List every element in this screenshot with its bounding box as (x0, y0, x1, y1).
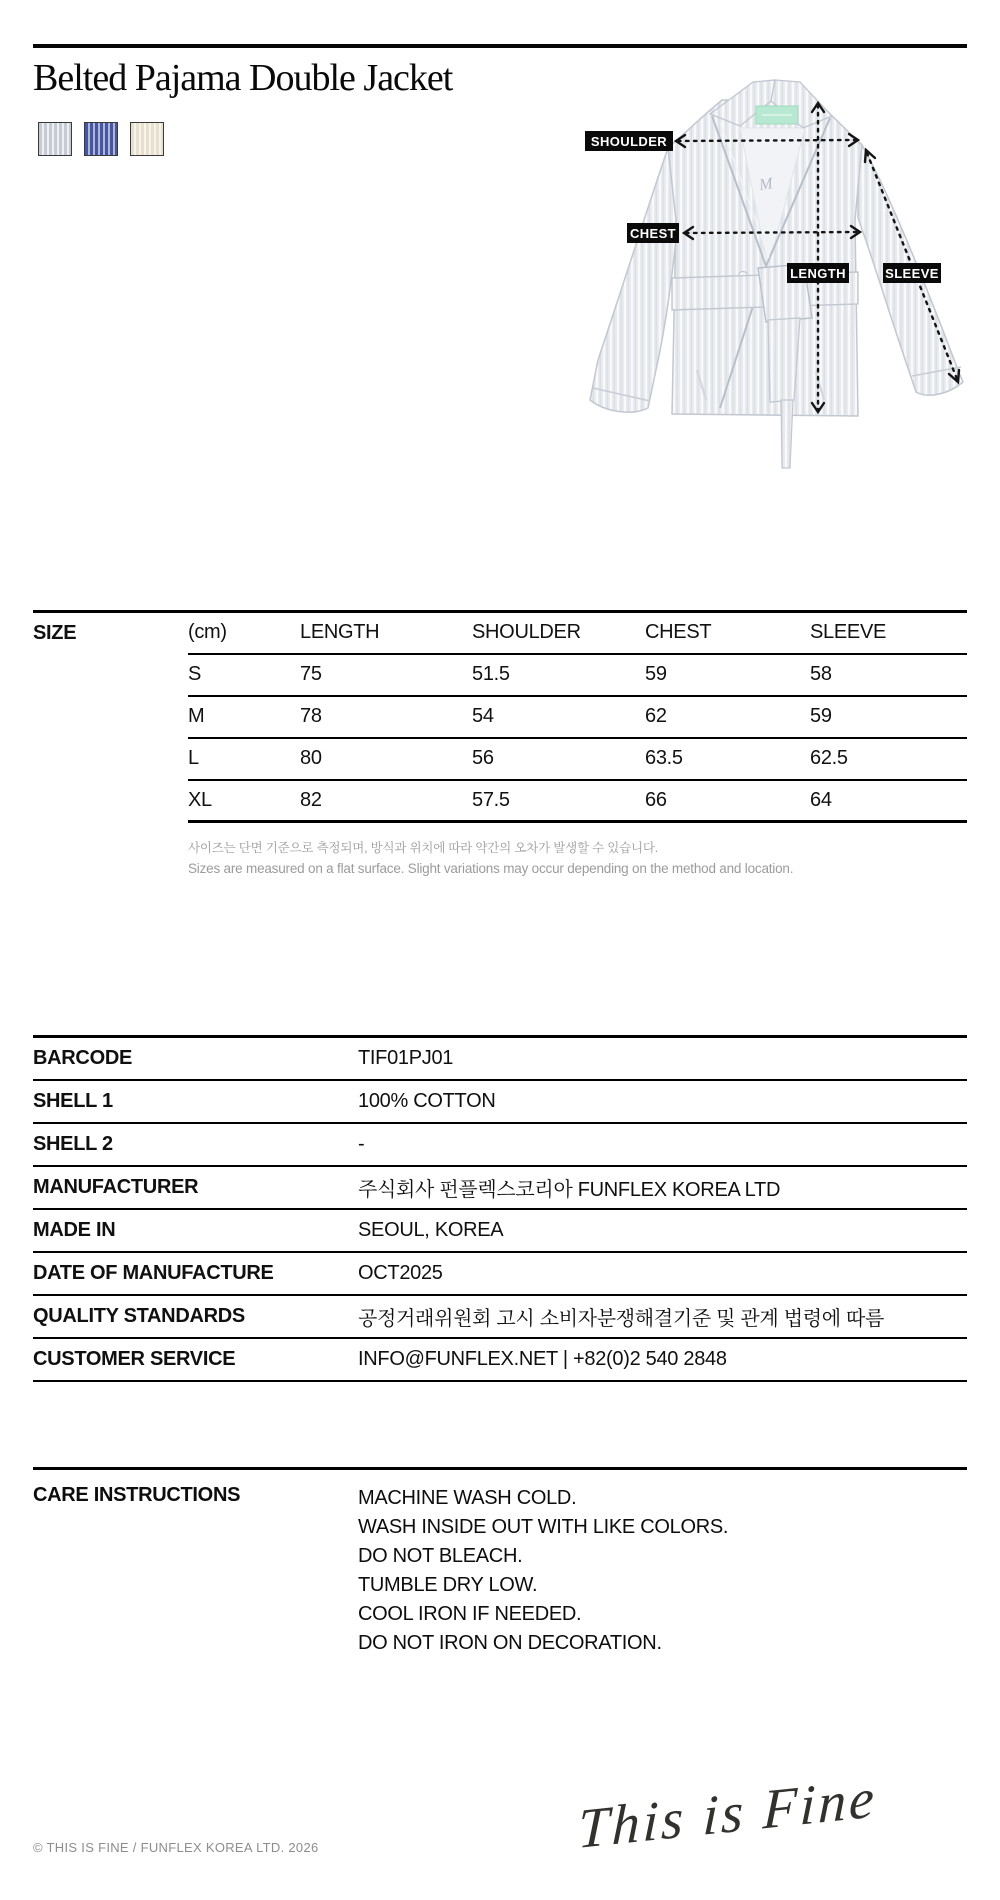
size-unit: (cm) (188, 612, 300, 654)
measurement-diagram (560, 70, 980, 482)
size-row-xl (33, 780, 967, 822)
chest-label: CHEST (629, 226, 677, 241)
size-cell: 82 (300, 780, 472, 822)
info-row-customer-service (33, 1338, 967, 1381)
size-table (33, 610, 967, 823)
info-row-date (33, 1252, 967, 1295)
size-note-english: Sizes are measured on a flat surface. Slight variations may occur depending on the method and location. (188, 861, 794, 876)
belt-tail-long (781, 400, 793, 468)
size-row-m (33, 696, 967, 738)
care-line: WASH INSIDE OUT WITH LIKE COLORS. (358, 1516, 729, 1538)
size-cell: 56 (472, 738, 645, 780)
fabric-swatches (38, 122, 164, 156)
info-row-barcode (33, 1037, 967, 1080)
info-row-shell1 (33, 1080, 967, 1123)
col-length: LENGTH (300, 612, 472, 654)
swatch-cream-stripe[interactable] (130, 122, 164, 156)
inner-size-mark: M (758, 175, 774, 194)
info-label: DATE OF MANUFACTURE (33, 1252, 358, 1295)
info-label: QUALITY STANDARDS (33, 1295, 358, 1338)
size-cell: M (188, 696, 300, 738)
info-row-manufacturer (33, 1166, 967, 1209)
info-row-quality (33, 1295, 967, 1338)
care-line: TUMBLE DRY LOW. (358, 1574, 538, 1596)
sleeve-label: SLEEVE (885, 266, 939, 281)
size-cell: 78 (300, 696, 472, 738)
size-table-header-row (33, 612, 967, 654)
swatch-blue-stripe[interactable] (84, 122, 118, 156)
size-row-l (33, 738, 967, 780)
care-line: DO NOT IRON ON DECORATION. (358, 1632, 662, 1654)
info-value: INFO@FUNFLEX.NET | +82(0)2 540 2848 (358, 1338, 967, 1381)
size-cell: 59 (810, 696, 967, 738)
info-row-shell2 (33, 1123, 967, 1166)
info-value: - (358, 1123, 967, 1166)
col-shoulder: SHOULDER (472, 612, 645, 654)
info-value: OCT2025 (358, 1252, 967, 1295)
brand-script-text: This is Fine (577, 1767, 878, 1861)
size-cell: 80 (300, 738, 472, 780)
info-value: 공정거래위원회 고시 소비자분쟁해결기준 및 관계 법령에 따름 (358, 1295, 967, 1338)
size-note (188, 838, 793, 876)
info-value: 100% COTTON (358, 1080, 967, 1123)
info-value: TIF01PJ01 (358, 1037, 967, 1080)
size-cell: 51.5 (472, 654, 645, 696)
info-label: MANUFACTURER (33, 1166, 358, 1209)
belt-tail-wide (768, 318, 800, 402)
info-label: SHELL 2 (33, 1123, 358, 1166)
size-table-title: SIZE (33, 621, 77, 644)
length-label: LENGTH (790, 266, 846, 281)
size-cell: 59 (645, 654, 810, 696)
care-instructions-section (33, 1467, 967, 1658)
jacket-left-sleeve (590, 148, 678, 412)
info-label: BARCODE (33, 1037, 358, 1080)
info-label: CUSTOMER SERVICE (33, 1338, 358, 1381)
top-rule (33, 44, 967, 48)
col-sleeve: SLEEVE (810, 612, 967, 654)
care-line: DO NOT BLEACH. (358, 1545, 523, 1567)
size-cell: 62 (645, 696, 810, 738)
swatch-gray-stripe[interactable] (38, 122, 72, 156)
size-cell: 54 (472, 696, 645, 738)
brand-script-logo (575, 1735, 975, 1875)
info-value: 주식회사 펀플렉스코리아 FUNFLEX KOREA LTD (358, 1166, 967, 1209)
size-cell: 66 (645, 780, 810, 822)
care-line: COOL IRON IF NEEDED. (358, 1603, 582, 1625)
size-cell: 62.5 (810, 738, 967, 780)
size-cell: 64 (810, 780, 967, 822)
size-cell: 58 (810, 654, 967, 696)
care-line: MACHINE WASH COLD. (358, 1487, 577, 1509)
size-note-korean: 사이즈는 단면 기준으로 측정되며, 방식과 위치에 따라 약간의 오차가 발생할 수 있습니다. (188, 841, 659, 855)
col-chest: CHEST (645, 612, 810, 654)
size-cell: 75 (300, 654, 472, 696)
copyright-text: © THIS IS FINE / FUNFLEX KOREA LTD. 2026 (33, 1840, 319, 1855)
info-label: SHELL 1 (33, 1080, 358, 1123)
page-title: Belted Pajama Double Jacket (33, 57, 453, 99)
size-cell: S (188, 654, 300, 696)
care-lines (358, 1484, 728, 1658)
size-cell: 57.5 (472, 780, 645, 822)
info-row-made-in (33, 1209, 967, 1252)
info-value: SEOUL, KOREA (358, 1209, 967, 1252)
size-row-s (33, 654, 967, 696)
size-cell: XL (188, 780, 300, 822)
size-cell: 63.5 (645, 738, 810, 780)
care-label: CARE INSTRUCTIONS (33, 1484, 241, 1506)
info-label: MADE IN (33, 1209, 358, 1252)
shoulder-label: SHOULDER (590, 134, 668, 149)
size-cell: L (188, 738, 300, 780)
product-info-table (33, 1035, 967, 1382)
